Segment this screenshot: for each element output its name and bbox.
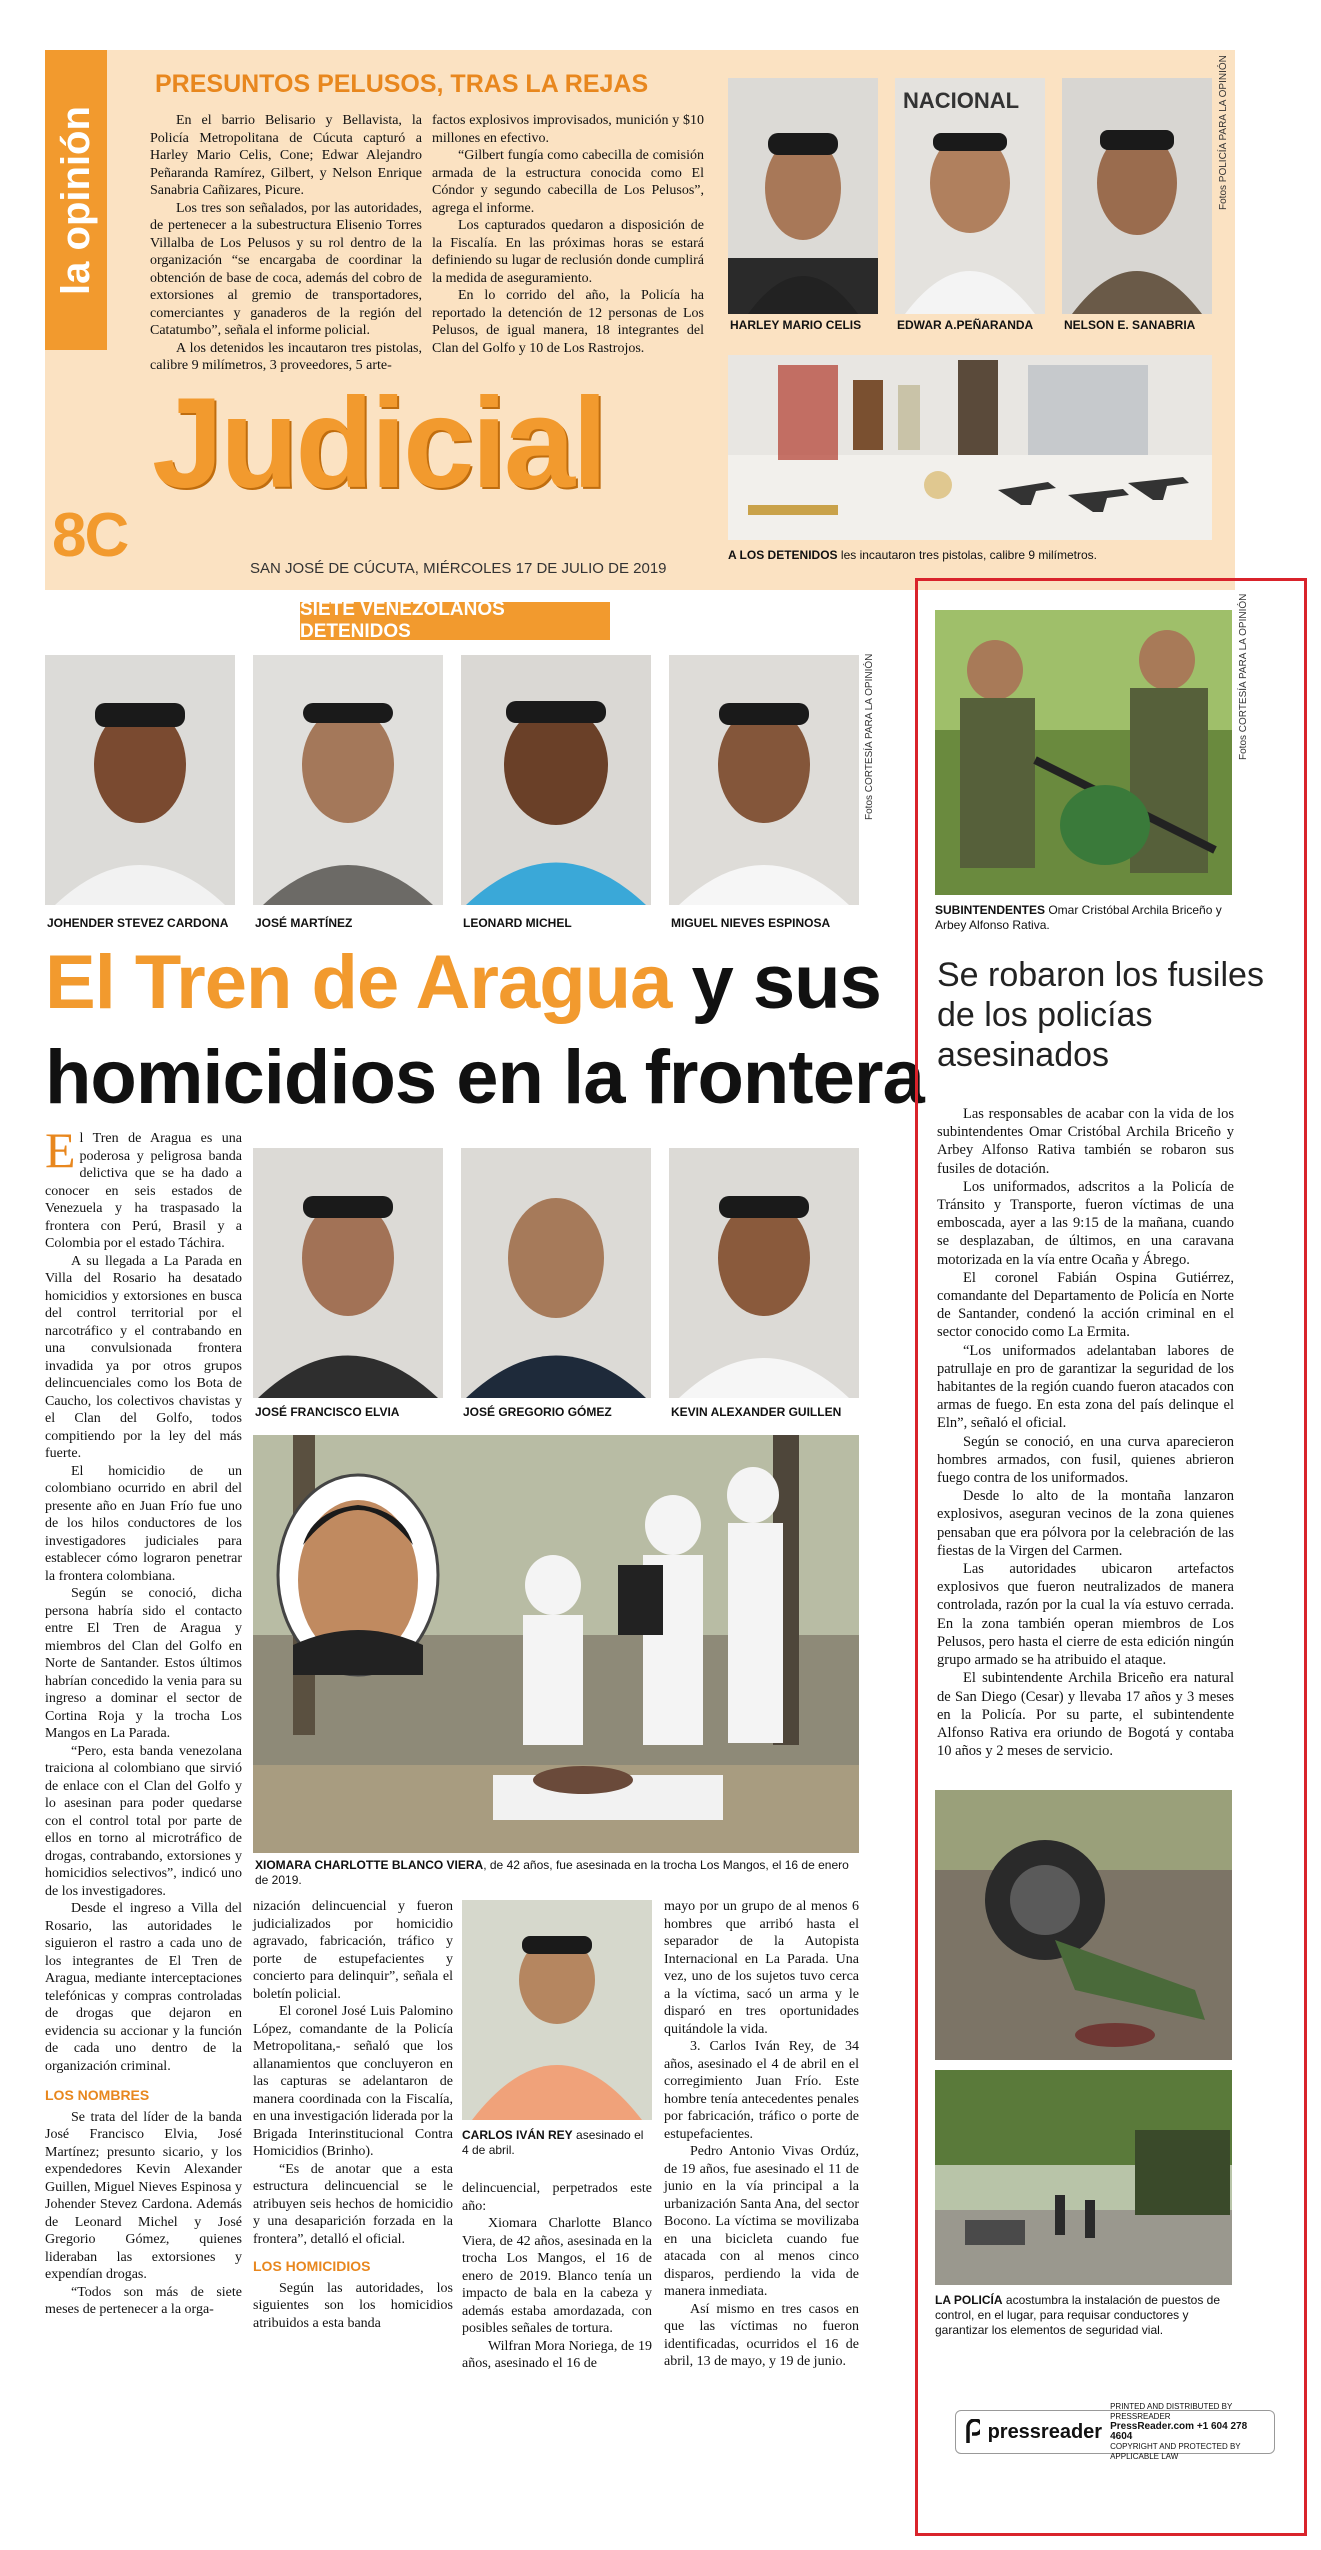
brand-logo: la opinión [45,50,107,350]
top-photo-credit: Fotos POLICÍA PARA LA OPINIÓN [1218,55,1229,210]
kicker-banner: SIETE VENEZOLANOS DETENIDOS [300,602,610,640]
top-story-headline: PRESUNTOS PELUSOS, TRAS LA REJAS [155,70,649,98]
subhead-los-nombres: LOS NOMBRES [45,2087,150,2103]
side-caption-2: LA POLICÍA acostumbra la instalación de puestos de control, en el lugar, para requisar conductores y garantizar los elementos de seguridad vial. [935,2293,1221,2337]
mugshot-johender [45,655,235,905]
main-col2: nización delincuencial y fueron judicializados por homicidio agravado, fabricación, tráfico y porte de estupefacientes y concierto para delinquir”, señala el boletín policial. El coronel José Luis Palomino López, comandante de la Policía Metropolitana,- señaló que los allanamientos que concluyeron en las capturas se adelantaron de manera coordinada con la Fiscalía, en una investigación liderada por la Brigada Interinstitucional Contra Homicidios (Brinho). “Es de anotar que a esta estructura delincuencial se le atribuyen seis hechos de homicidio y una desaparición forzada en la frontera”, detalló el oficial. LOS HOMICIDIOS Según las autoridades, los siguientes son los homicidios atribuidos a esta banda [253,1899,453,2331]
mugshot-kevin [669,1148,859,1398]
side-caption-1: SUBINTENDENTES Omar Cristóbal Archila Briceño y Arbey Alfonso Rativa. [935,903,1222,932]
dropcap: E [45,1122,76,1178]
page-number: 8C [52,501,128,570]
pressreader-logo-icon [964,2419,980,2445]
weapons-caption: A LOS DETENIDOS les incautaron tres pistolas, calibre 9 milímetros. [728,548,1098,562]
svg-text:NACIONAL: NACIONAL [903,88,1020,113]
top-story-col2: factos explosivos improvisados, munición y $10 millones en efectivo. “Gilbert fungía como cabecilla de comisión armada de la estructura conocida como El Cóndor y segundo cabecilla de Los Pelusos”, agrega el informe. Los capturados quedaron a disposición de la Fiscalía. En las próximas horas se estará definiendo su lugar de reclusión donde cumplirá la medida de aseguramiento. En lo corrido del año, la Policía ha reportado la detención de 12 personas de Los Pelusos, de igual manera, 18 integrantes del Clan del Golfo y 10 de Los Rastrojos. [432,113,704,356]
main-col3: delincuencial, perpetrados este año: Xiomara Charlotte Blanco Viera, de 42 años, asesinada en la trocha Los Mangos, el 16 de enero de 2019. Blanco tenía un impacto de bala en la cabeza y además estaba amordazada, con posibles señales de tortura. Wilfran Mora Noriega, de 19 años, asesinado el 16 de [462,2181,652,2371]
caption-harley: HARLEY MARIO CELIS [730,318,862,332]
main-headline-line1: El Tren de Aragua y sus [45,940,881,1025]
motorcycle-photo [935,1790,1232,2060]
subhead-los-homicidios: LOS HOMICIDIOS [253,2258,371,2274]
mugshot-leonard [461,655,651,905]
caption-jose-francisco: JOSÉ FRANCISCO ELVIA [255,1405,400,1419]
carlos-caption: CARLOS IVÁN REY asesinado el 4 de abril. [462,2128,644,2157]
mugshot-edwar [895,78,1045,314]
dateline: SAN JOSÉ DE CÚCUTA, MIÉRCOLES 17 DE JULIO DE 2019 [250,560,667,577]
carlos-ivan-rey-photo [462,1900,652,2120]
section-title: Judicial [152,372,605,515]
checkpoint-photo [935,2070,1232,2285]
caption-jose-gregorio: JOSÉ GREGORIO GÓMEZ [463,1405,612,1419]
mugshot-jose-martinez [253,655,443,905]
top-story-col1: En el barrio Belisario y Bellavista, la Policía Metropolitana de Cúcuta capturó a Harley Mario Celis, Cone; Edwar Alejandro Peñaranda Ramírez, Gilbert, y Nelson Enrique Sanabria Cañizares, Picure. Los tres son señalados, por las autoridades, de pertenecer a la subestructura Elisenio Torres Villalba de Los Pelusos y su rol dentro de la organización “se encargaba de coordinar la obtención de base de coca, además del cobro de extorsiones al gremio de transportadores, comerciantes y ganaderos de la región del Catatumbo”, señala el informe policial. A los detenidos les incautaron tres pistolas, calibre 9 milímetros, 3 proveedores, 5 arte- [150,113,422,373]
main-col1: El Tren de Aragua es una poderosa y peligrosa banda delictiva que se ha dado a conocer en seis estados de Venezuela y ha traspasado la frontera con Perú, Brasil y a Colombia por el estado Táchira. A su llegada a La Parada en Villa del Rosario ha desatado homicidios y extorsiones en busca del control territorial por el narcotráfico y el contrabando en una convulsionada frontera invadida ya por otros grupos delincuenciales como los Bota de Caucho, los colectivos chavistas y el Clan del Golfo, todos compitiendo por la ley del más fuerte. El homicidio de un colombiano ocurrido en abril del presente año en Juan Frío fue uno de los hilos conductores de los investigadores judiciales para establecer cómo lograron penetrar la frontera colombiana. Según se conoció, dicha persona habría sido el contacto entre El Tren de Aragua y miembros del Clan del Golfo en Norte de Santander. Estos últimos habrían concedido la venia para su ingreso a dominar el sector de Cortina Roja y la trocha Los Mangos en La Parada. “Pero, esta banda venezolana traiciona al colombiano que sirvió de enlace con el Clan del Golfo y lo asesinan para poder quedarse con el control total por parte de ellos en torno al microtráfico de drogas, contrabando, extorsiones y homicidios selectivos”, indicó uno de los investigadores. Desde el ingreso a Villa del Rosario, las autoridades le siguieron el rastro a cada uno de los integrantes de El Tren de Aragua, mediante interceptaciones telefónicas y compras controladas de drogas que dejaron en evidencia su accionar y la función de cada uno dentro de la organización criminal. LOS NOMBRES Se trata del líder de la banda José Francisco Elvia, José Martínez; presunto sicario, y los expendedores Kevin Alexander Guillen, Miguel Nieves Espinosa y Johender Stevez Cardona. Además de Leonard Michel y José Gregorio Gómez, quienes lideraban las extorsiones y expendían drogas. “Todos son más de siete meses de pertenecer a la orga- [45,1122,242,2317]
crime-scene-caption: XIOMARA CHARLOTTE BLANCO VIERA, de 42 años, fue asesinada en la trocha Los Mangos, el 16 de enero de 2019. [255,1858,849,1887]
seized-weapons-photo [728,355,1212,540]
mugshot-miguel [669,655,859,905]
mugshot-jose-gregorio [461,1148,651,1398]
pressreader-badge[interactable] [955,2402,1275,2461]
mugshot-jose-francisco [253,1148,443,1398]
mugshot-harley [728,78,878,314]
caption-nelson: NELSON E. SANABRIA [1064,318,1196,332]
side-headline: Se robaron los fusiles de los policías asesinados [937,956,1264,1074]
caption-johender: JOHENDER STEVEZ CARDONA [47,916,229,930]
caption-leonard: LEONARD MICHEL [463,916,572,930]
pressreader-logo-text: pressreader [987,2420,1103,2443]
side-body: Las responsables de acabar con la vida de los subintendentes Omar Cristóbal Archila Briceño y Arbey Alfonso Rativa también se robaron sus fusiles de dotación. Los uniformados, adscritos a la Policía de Tránsito y Transporte, fueron víctimas de una emboscada, ayer a las 9:15 de la mañana, cuando se desplazaban, de últimos, en una caravana motorizada en la vía entre Ocaña y Ábrego. El coronel Fabián Ospina Gutiérrez, comandante del Departamento de Policía en Norte de Santander, condenó la acción criminal en el sector conocido como La Ermita. “Los uniformados adelantaban labores de patrullaje en pro de garantizar la seguridad de los habitantes de la región cuando fueron atacados con armas de fuego. En esta zona del país delinque el Eln”, señaló el oficial. Según se conoció, en una curva aparecieron hombres armados, con fusil, quienes abrieron fuego contra de los uniformados. Desde lo alto de la montaña lanzaron explosivos, aseguran vecinos de la zona quienes pensaban que era pólvora por la celebración de las fiestas de la Virgen del Carmen. Las autoridades ubicaron artefactos explosivos que fueron neutralizados de manera controlada, razón por la cual la vía estuvo cerrada. En la zona también operan miembros de Los Pelusos, pero hasta el cierre de esta edición ningún grupo armado se ha atribuido el ataque. El subintendente Archila Briceño era natural de San Diego (Cesar) y llevaba 17 años y 3 meses en la Policía. Por su parte, el subintendente Alfonso Rativa era oriundo de Bogotá y contaba 10 años y 2 meses de servicio. [937,1106,1234,1760]
main-col4: mayo por un grupo de al menos 6 hombres que arribó hasta el separador de la Autopista Internacional en La Parada. Una vez, uno de los sujetos tuvo cerca a la víctima, sacó un arma y le disparó en tres oportunidades quitándole la vida. 3. Carlos Iván Rey, de 34 años, asesinado el 4 de abril en el corregimiento Juan Frío. Este hombre tenía antecedentes penales por fabricación, tráfico o porte de estupefacientes. Pedro Antonio Vivas Ordúz, de 19 años, fue asesinado el 11 de junio en la vía principal a la urbanización Santa Ana, del sector Bocono. La víctima se movilizaba en una bicicleta cuando fue atacada con al menos cinco disparos, perdiendo la vida de manera inmediata. Así mismo en tres casos en que las víctimas no fueron identificadas, ocurridos el 16 de abril, 13 de mayo, y 19 de junio. [664,1899,859,2369]
caption-jose-martinez: JOSÉ MARTÍNEZ [255,916,353,930]
caption-kevin: KEVIN ALEXANDER GUILLEN [671,1405,842,1419]
caption-edwar: EDWAR A.PEÑARANDA [897,318,1034,332]
subintendentes-photo [935,610,1232,895]
mugshot-nelson [1062,78,1212,314]
caption-miguel: MIGUEL NIEVES ESPINOSA [671,916,831,930]
side-photo-credit: Fotos CORTESÍA PARA LA OPINIÓN [1238,593,1249,760]
main-photo-credit: Fotos CORTESÍA PARA LA OPINIÓN [864,653,875,820]
main-headline-line2: homicidios en la frontera [45,1035,924,1120]
pressreader-notice: PRINTED AND DISTRIBUTED BY PRESSREADER PressReader.com +1 604 278 4604 COPYRIGHT AND PROTECTED BY APPLICABLE LAW [1110,2402,1248,2461]
crime-scene-photo [253,1435,859,1853]
